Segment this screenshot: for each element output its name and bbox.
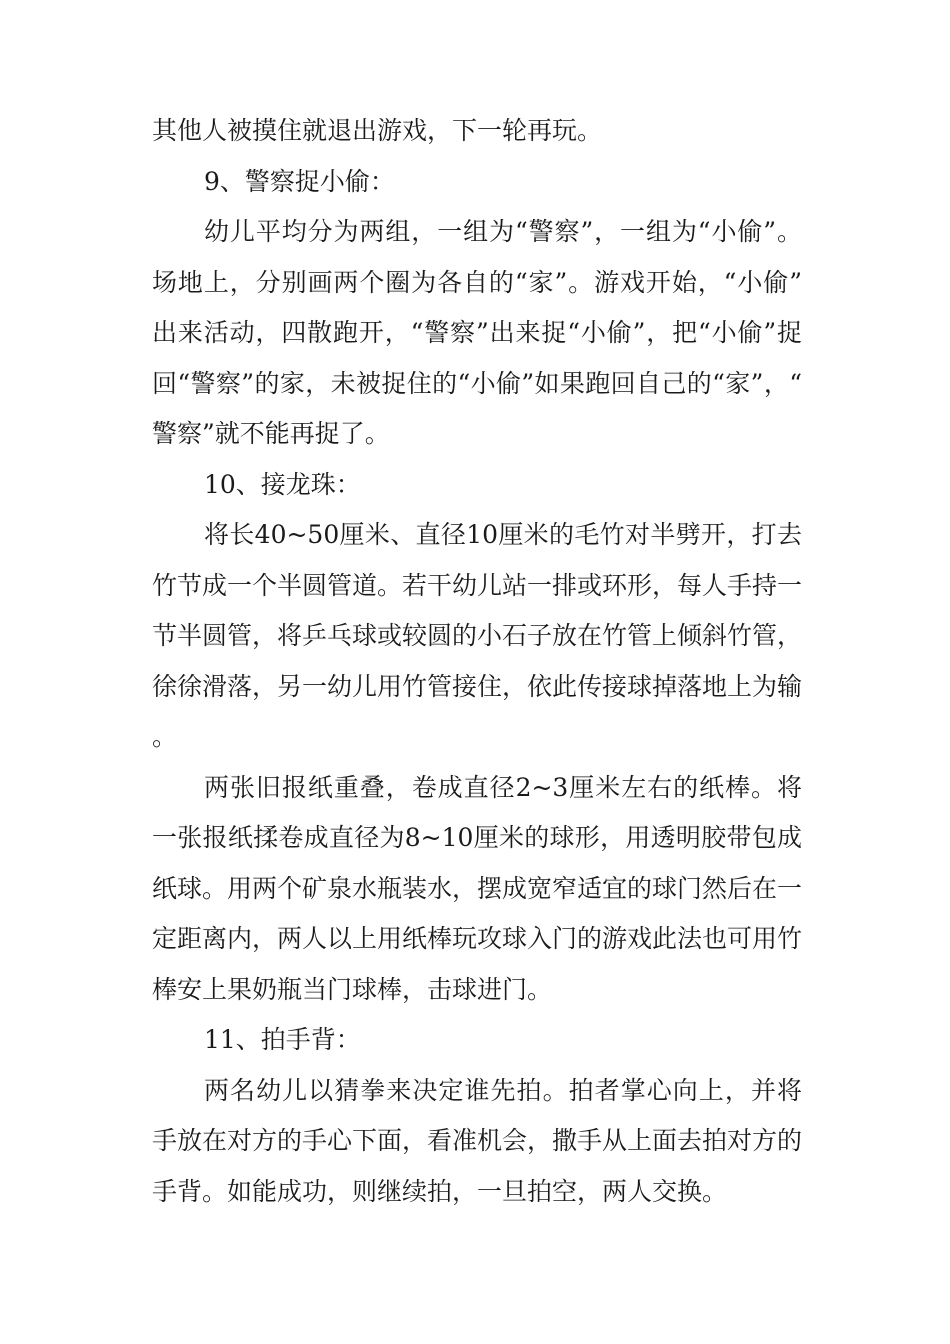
paragraph-police-thief: 幼儿平均分为两组，一组为“警察”，一组为“小偷”。场地上，分别画两个圈为各自的“家”。游戏开始，“小偷”出来活动，四散跑开，“警察”出来捉“小偷”，把“小偷”捉回“警察”的家，未被捉住的“小偷”如果跑回自己的“家”，“警察”就不能再捉了。 [152, 217, 802, 448]
document-body [152, 106, 802, 1217]
paragraph-dragon-ball: 将长40~50厘米、直径10厘米的毛竹对半劈开，打去竹节成一个半圆管道。若干幼儿站一排或环形，每人手持一节半圆管，将乒乓球或较圆的小石子放在竹管上倾斜竹管，徐徐滑落，另一幼儿用竹管接住，依此传接球掉落地上为输。 [152, 520, 803, 751]
section-heading-11: 11、拍手背： [204, 1025, 361, 1054]
paragraph-continuation: 其他人被摸住就退出游戏，下一轮再玩。 [152, 116, 603, 145]
paragraph-hand-slap: 两名幼儿以猜拳来决定谁先拍。拍者掌心向上，并将手放在对方的手心下面，看准机会，撒手从上面去拍对方的手背。如能成功，则继续拍，一旦拍空，两人交换。 [152, 1075, 803, 1206]
section-heading-9: 9、警察捉小偷： [204, 166, 395, 196]
paragraph-paper-ball: 两张旧报纸重叠，卷成直径2~3厘米左右的纸棒。将一张报纸揉卷成直径为8~10厘米的球形，用透明胶带包成纸球。用两个矿泉水瓶装水，摆成宽窄适宜的球门然后在一定距离内，两人以上用纸棒玩攻球入门的游戏此法也可用竹棒安上果奶瓶当门球棒，击球进门。 [152, 772, 803, 1004]
section-heading-10: 10、接龙珠： [204, 469, 361, 499]
